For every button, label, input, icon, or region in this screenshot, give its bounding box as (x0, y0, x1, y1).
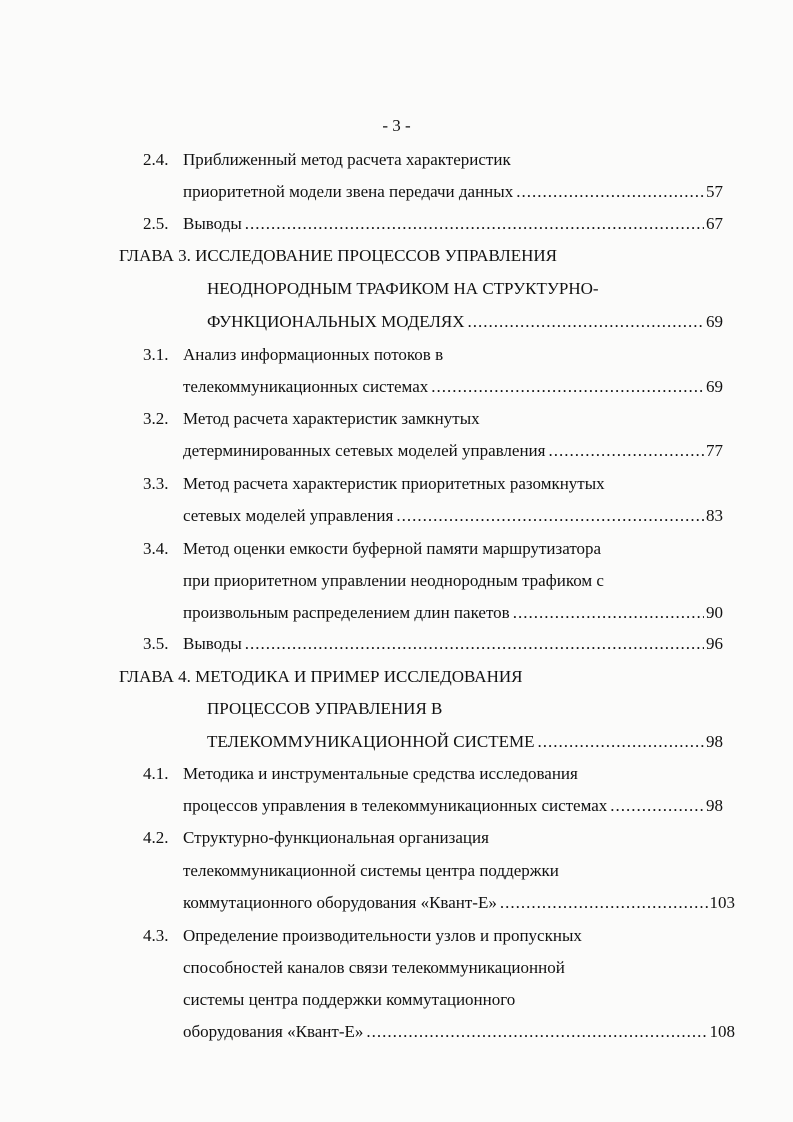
toc-leader (396, 504, 704, 528)
toc-entry-4-2 (143, 826, 489, 850)
toc-title-line: МЕТОДИКА И ПРИМЕР ИССЛЕДОВАНИЯ (195, 667, 523, 686)
toc-leader (513, 601, 704, 625)
toc-number: 3.1. (143, 345, 169, 364)
toc-page: 98 (706, 732, 723, 751)
toc-entry-2-4 (143, 148, 511, 172)
toc-number: 2.5. (143, 214, 169, 233)
toc-leader (431, 375, 704, 399)
toc-title-line: телекоммуникационных системах (183, 377, 429, 396)
toc-number: 3.2. (143, 409, 169, 428)
toc-title-line: приоритетной модели звена передачи данных (183, 182, 514, 201)
toc-number: 3.4. (143, 539, 169, 558)
toc-title-line: детерминированных сетевых моделей управления (183, 441, 546, 460)
toc-title-line: оборудования «Квант-Е» (183, 1022, 364, 1041)
toc-entry-4-1-cont (183, 794, 723, 818)
toc-leader (245, 632, 704, 656)
toc-title-line: Выводы (183, 214, 242, 233)
toc-number: 3.3. (143, 474, 169, 493)
toc-entry-4-2-cont2 (183, 891, 735, 915)
toc-entry-3-2-cont (183, 439, 723, 463)
toc-entry-4-2-cont (183, 859, 559, 883)
toc-title-line: способностей каналов связи телекоммуникационной (183, 958, 565, 977)
toc-title-line: коммутационного оборудования «Квант-Е» (183, 893, 497, 912)
toc-page: 108 (709, 1022, 735, 1041)
toc-entry-3-2 (143, 407, 480, 431)
toc-chapter-3 (119, 244, 557, 268)
toc-chapter-4 (119, 665, 522, 689)
toc-page: 69 (706, 312, 723, 331)
toc-chapter-4-cont (207, 697, 442, 721)
toc-leader (500, 891, 708, 915)
toc-title-line: Метод оценки емкости буферной памяти маршрутизатора (183, 539, 602, 558)
toc-title-line: сетевых моделей управления (183, 506, 394, 525)
toc-title-line: произвольным распределением длин пакетов (183, 603, 510, 622)
toc-entry-2-4-cont (183, 180, 723, 204)
toc-title-line: ТЕЛЕКОММУНИКАЦИОННОЙ СИСТЕМЕ (207, 732, 535, 751)
toc-entry-3-4-cont2 (183, 601, 723, 625)
toc-title-line: ПРОЦЕССОВ УПРАВЛЕНИЯ В (207, 699, 443, 718)
toc-entry-4-3-cont2 (183, 988, 515, 1012)
toc-page: 57 (706, 182, 723, 201)
toc-entry-3-5 (143, 632, 723, 656)
toc-title-line: Выводы (183, 634, 242, 653)
toc-title-line: ФУНКЦИОНАЛЬНЫХ МОДЕЛЯХ (207, 312, 465, 331)
toc-leader (538, 730, 705, 754)
toc-entry-3-1 (143, 343, 443, 367)
toc-page: 67 (706, 214, 723, 233)
toc-leader (516, 180, 704, 204)
toc-entry-3-3-cont (183, 504, 723, 528)
toc-title-line: Анализ информационных потоков в (183, 345, 444, 364)
toc-title-line: Методика и инструментальные средства исследования (183, 764, 578, 783)
toc-title-line: НЕОДНОРОДНЫМ ТРАФИКОМ НА СТРУКТУРНО- (207, 279, 599, 298)
toc-page: 96 (706, 634, 723, 653)
toc-entry-3-4 (143, 537, 601, 561)
toc-number: 2.4. (143, 150, 169, 169)
page-number: - 3 - (382, 116, 411, 135)
toc-entry-2-5 (143, 212, 723, 236)
toc-title-line: при приоритетном управлении неоднородным трафиком с (183, 571, 604, 590)
toc-entry-4-3-cont (183, 956, 565, 980)
toc-title-line: системы центра поддержки коммутационного (183, 990, 516, 1009)
toc-page: 83 (706, 506, 723, 525)
toc-title-line: процессов управления в телекоммуникационных системах (183, 796, 608, 815)
toc-entry-3-3 (143, 472, 605, 496)
toc-chapter-4-cont2 (207, 730, 723, 754)
toc-title-line: Структурно-функциональная организация (183, 828, 489, 847)
toc-leader (610, 794, 704, 818)
toc-page: 69 (706, 377, 723, 396)
toc-page: 98 (706, 796, 723, 815)
toc-leader (468, 310, 704, 334)
toc-title-line: Приближенный метод расчета характеристик (183, 150, 511, 169)
toc-chapter-number: ГЛАВА 3. (119, 246, 191, 265)
toc-title-line: ИССЛЕДОВАНИЕ ПРОЦЕССОВ УПРАВЛЕНИЯ (195, 246, 557, 265)
toc-number: 4.1. (143, 764, 169, 783)
toc-leader (548, 439, 704, 463)
toc-chapter-number: ГЛАВА 4. (119, 667, 191, 686)
toc-page: 90 (706, 603, 723, 622)
toc-title-line: телекоммуникационной системы центра поддержки (183, 861, 559, 880)
toc-number: 4.2. (143, 828, 169, 847)
toc-chapter-3-cont (207, 277, 599, 301)
toc-title-line: Метод расчета характеристик приоритетных разомкнутых (183, 474, 605, 493)
toc-entry-4-3 (143, 924, 582, 948)
toc-title-line: Определение производительности узлов и пропускных (183, 926, 582, 945)
toc-entry-4-3-cont3 (183, 1020, 735, 1044)
toc-entry-4-1 (143, 762, 578, 786)
toc-page: 77 (706, 441, 723, 460)
toc-leader (366, 1020, 707, 1044)
toc-number: 4.3. (143, 926, 169, 945)
toc-chapter-3-cont2 (207, 310, 723, 334)
toc-leader (245, 212, 704, 236)
toc-number: 3.5. (143, 634, 169, 653)
toc-entry-3-4-cont (183, 569, 604, 593)
toc-title-line: Метод расчета характеристик замкнутых (183, 409, 480, 428)
toc-entry-3-1-cont (183, 375, 723, 399)
toc-page: 103 (709, 893, 735, 912)
